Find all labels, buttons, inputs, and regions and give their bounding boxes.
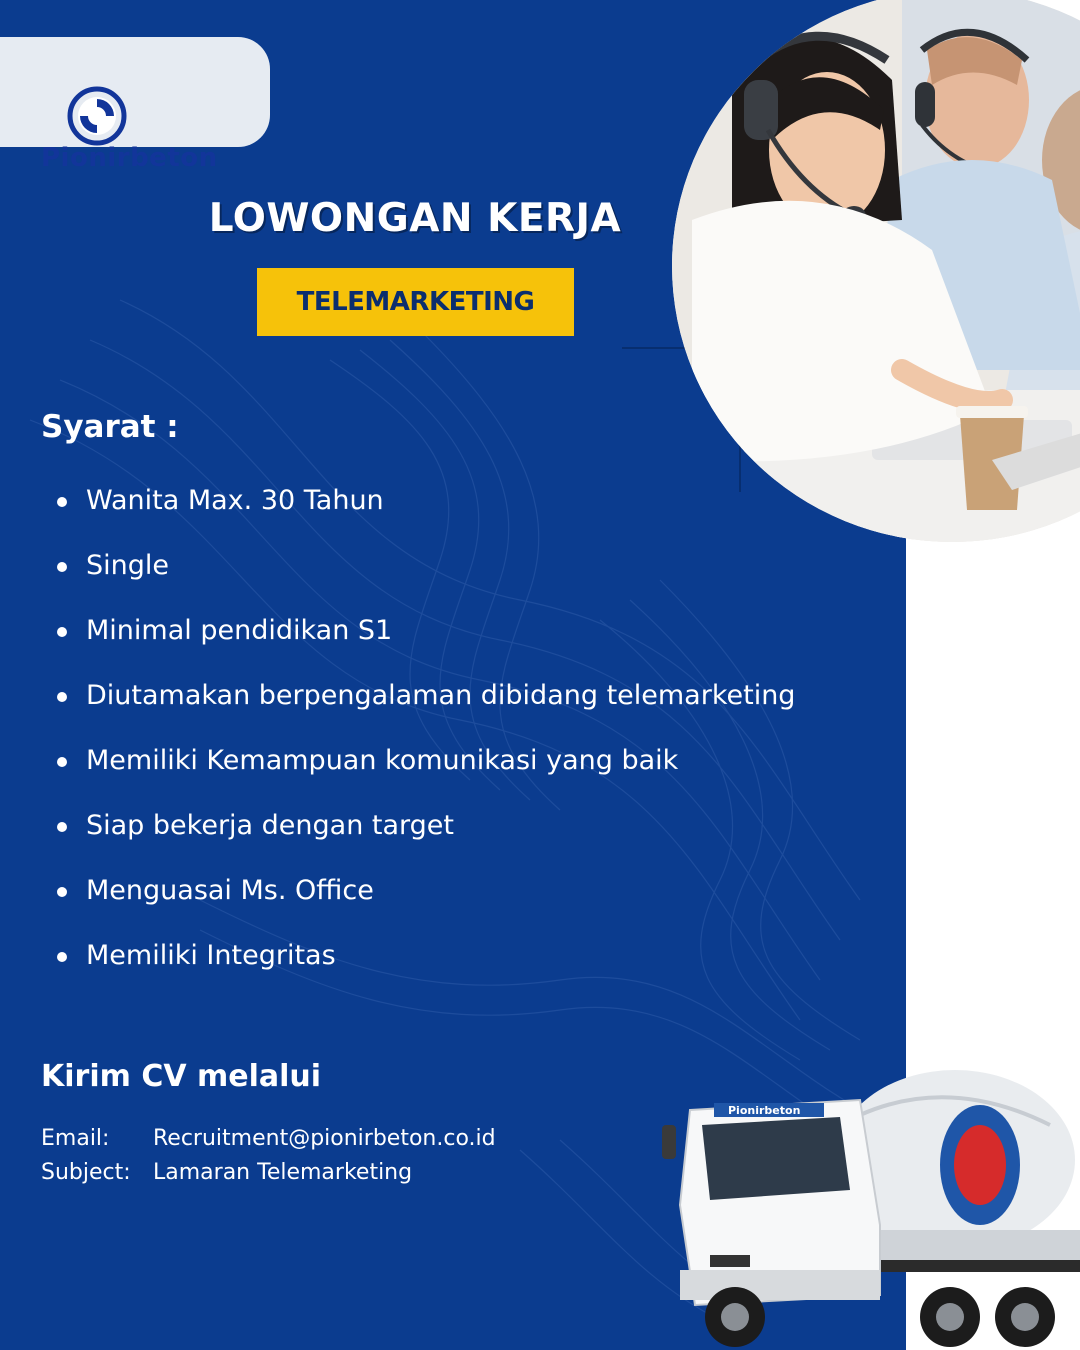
position-badge [257, 268, 574, 336]
email-label: Email: [41, 1126, 110, 1151]
subject-row [41, 1160, 412, 1185]
email-link[interactable]: Recruitment@pionirbeton.co.id [153, 1126, 496, 1151]
list-item [0, 536, 906, 601]
bullet-icon [57, 887, 67, 897]
logo-text: Pionirbeton [41, 143, 218, 173]
truck-brand-text: Pionirbeton [728, 1104, 801, 1117]
list-item [0, 731, 906, 796]
bullet-icon [57, 757, 67, 767]
bullet-icon [57, 692, 67, 702]
requirement-text: Memiliki Integritas [86, 940, 336, 971]
pionirbeton-ring-logo-icon [66, 85, 128, 147]
requirement-text: Wanita Max. 30 Tahun [86, 485, 384, 516]
email-row [41, 1126, 496, 1151]
send-cv-heading: Kirim CV melalui [41, 1059, 322, 1094]
list-item [0, 861, 906, 926]
requirements-list [0, 471, 906, 991]
position-badge-label: TELEMARKETING [296, 287, 535, 317]
subject-label: Subject: [41, 1160, 131, 1185]
page-title: LOWONGAN KERJA [208, 196, 622, 241]
bullet-icon [57, 562, 67, 572]
requirements-heading: Syarat : [41, 409, 179, 445]
list-item [0, 796, 906, 861]
list-item [0, 471, 906, 536]
requirement-text: Single [86, 550, 170, 581]
logo-tab[interactable] [0, 37, 270, 173]
bullet-icon [57, 822, 67, 832]
requirement-text: Minimal pendidikan S1 [86, 615, 393, 646]
list-item [0, 601, 906, 666]
subject-value: Lamaran Telemarketing [153, 1160, 413, 1185]
bullet-icon [57, 952, 67, 962]
requirement-text: Menguasai Ms. Office [86, 875, 374, 906]
list-item [0, 666, 906, 731]
requirement-text: Memiliki Kemampuan komunikasi yang baik [86, 745, 679, 776]
concrete-mixer-truck-image [650, 1055, 1080, 1350]
requirement-text: Diutamakan berpengalaman dibidang telemarketing [86, 680, 796, 711]
bullet-icon [57, 497, 67, 507]
list-item [0, 926, 906, 991]
bullet-icon [57, 627, 67, 637]
requirement-text: Siap bekerja dengan target [86, 810, 455, 841]
